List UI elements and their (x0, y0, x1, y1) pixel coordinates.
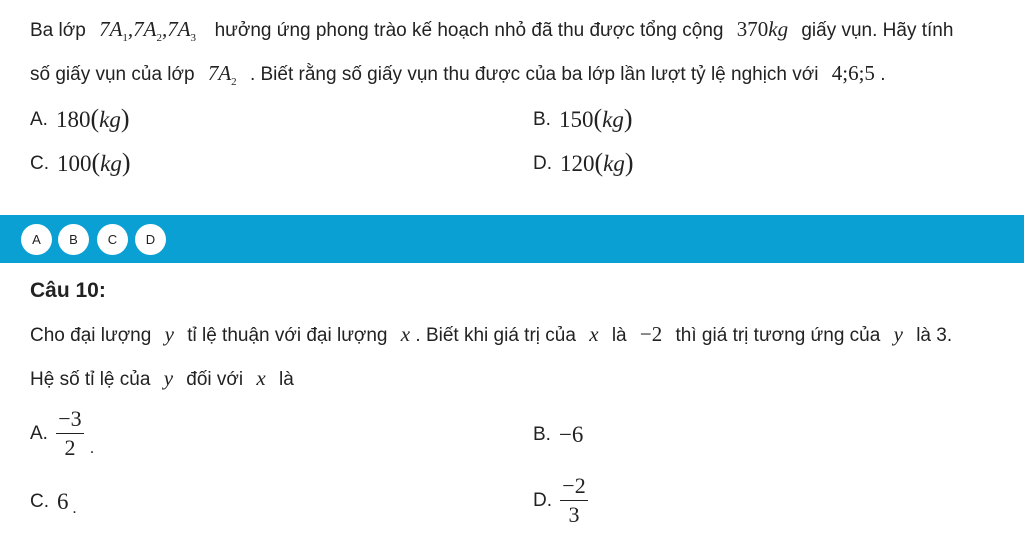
neg-value: −2 (639, 322, 663, 346)
class-list-math: $7A_1,7A_2,7A_3$ (99, 17, 197, 44)
q9-text: Ba lớp (30, 20, 86, 41)
option-number: 120 (560, 151, 595, 176)
q10-text: . Biết khi giá trị của (415, 325, 576, 346)
answer-choice-b[interactable]: B (58, 224, 89, 255)
question-heading: Câu 10: (30, 279, 106, 302)
q10-text: thì giá trị tương ứng của (675, 325, 881, 346)
option-unit: kg (100, 151, 122, 176)
option-label: B. (533, 424, 551, 445)
var-y: y (893, 322, 903, 346)
q9-line-2 (30, 61, 885, 94)
q9-text: . (880, 64, 886, 85)
option-label: A. (30, 422, 48, 444)
var-x: x (589, 322, 599, 346)
fraction-numerator: −2 (562, 473, 586, 498)
q10-line-2 (30, 366, 294, 392)
trailing-dot: . (72, 500, 77, 518)
target-class-var: A (218, 61, 232, 85)
answer-choice-a[interactable]: A (21, 224, 52, 255)
q9-option-c (30, 148, 131, 179)
option-value: 180(kg) (55, 104, 130, 133)
option-value: −6 (558, 422, 584, 447)
class-3-var: A (177, 17, 191, 41)
q9-text: giấy vụn. Hãy tính (801, 20, 954, 41)
option-label: D. (533, 489, 552, 511)
q10-option-c (30, 487, 77, 524)
option-label: C. (30, 152, 49, 174)
option-number: 100 (57, 151, 92, 176)
trailing-dot: . (89, 439, 94, 457)
fraction-denominator: 3 (568, 502, 580, 527)
q10-text: là 3. (916, 325, 953, 346)
option-number: 150 (558, 107, 594, 132)
fraction-numerator: −3 (58, 406, 82, 431)
q10-option-b (533, 420, 583, 450)
option-unit: kg (603, 151, 625, 176)
total-number: 370 (736, 17, 769, 41)
option-value: 100(kg) (57, 148, 131, 177)
option-label: D. (533, 152, 552, 174)
q10-option-d (533, 474, 588, 527)
class-1-number: 7 (99, 17, 110, 41)
q9-text: hưởng ứng phong trào kế hoạch nhỏ đã thu được tổng cộng (214, 20, 724, 41)
var-y: y (164, 322, 174, 346)
class-3-sub: 3 (190, 32, 197, 44)
var-x: x (400, 322, 411, 346)
total-unit: kg (768, 17, 789, 41)
class-1-var: A (109, 17, 123, 41)
fraction-denominator: 2 (64, 435, 76, 460)
q9-option-d (533, 148, 634, 179)
target-class-math (207, 61, 237, 88)
q10-line-1 (30, 322, 952, 348)
option-unit: kg (602, 107, 624, 132)
option-label: C. (30, 491, 49, 512)
answer-choice-d[interactable]: D (135, 224, 166, 255)
class-3-number: 7 (167, 17, 178, 41)
q9-option-a (30, 104, 130, 135)
target-class-number: 7 (207, 61, 219, 85)
fraction-bar (56, 433, 84, 434)
option-value: 120(kg) (560, 148, 634, 177)
option-unit: kg (99, 107, 121, 132)
option-label: B. (533, 108, 551, 130)
answer-choice-c[interactable]: C (97, 224, 128, 255)
fraction (56, 407, 84, 460)
var-y: y (163, 366, 174, 390)
option-value: 150(kg) (558, 104, 633, 133)
q10-text: là (279, 369, 294, 390)
var-x: x (256, 366, 266, 390)
fraction (560, 474, 588, 527)
q10-text: đối với (186, 369, 244, 390)
q10-text: tỉ lệ thuận với đại lượng (187, 325, 388, 346)
q10-text: Cho đại lượng (30, 325, 152, 346)
option-number: 180 (55, 107, 91, 132)
q10-text: là (611, 325, 627, 346)
option-label: A. (30, 108, 48, 130)
target-class-sub: 2 (231, 76, 237, 88)
fraction-bar (560, 500, 588, 501)
q9-line-1 (30, 17, 953, 50)
q9-option-b (533, 104, 633, 135)
q9-text: . Biết rằng số giấy vụn thu được của ba lớp lần lượt tỷ lệ nghịch với (249, 64, 819, 85)
class-2-var: A (143, 17, 157, 41)
class-1-sub: 1 (122, 32, 128, 44)
class-2-number: 7 (133, 17, 144, 41)
class-2-sub: 2 (156, 32, 162, 44)
q9-text: số giấy vụn của lớp (30, 64, 195, 85)
option-value: 6 (57, 489, 69, 514)
ratio: 4;6;5 (831, 61, 875, 85)
q10-text: Hệ số tỉ lệ của (30, 369, 151, 390)
q10-option-a (30, 407, 94, 464)
